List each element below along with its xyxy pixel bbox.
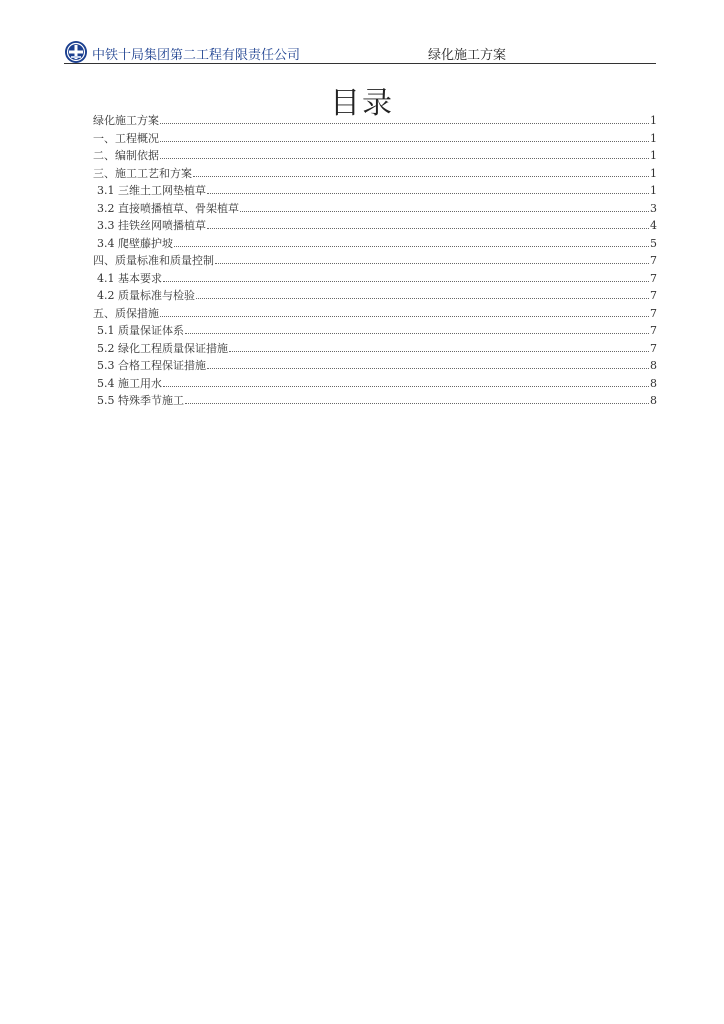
header-divider [64, 63, 656, 64]
toc-dot-leader [240, 211, 649, 212]
toc-title: 目录 [330, 86, 394, 121]
toc-entry-page-number: 8 [650, 359, 657, 372]
toc-entry-label: 四、质量标准和质量控制 [93, 254, 214, 267]
toc-dot-leader [207, 228, 649, 229]
toc-dot-leader [174, 246, 649, 247]
toc-entry-page-number: 4 [650, 219, 657, 232]
toc-entry-label: 3.1 三维土工网垫植草 [97, 184, 206, 197]
toc-dot-leader [185, 333, 649, 334]
toc-entry-label: 5.4 施工用水 [97, 376, 162, 390]
toc-dot-leader [160, 158, 649, 159]
toc-entry[interactable] [93, 200, 657, 218]
toc-entry-label: 3.4 爬壁藤护坡 [97, 236, 173, 250]
toc-entry-page-number: 1 [650, 149, 657, 162]
toc-entry[interactable] [93, 182, 657, 200]
toc-dot-leader [193, 176, 649, 177]
toc-entry[interactable] [93, 392, 657, 410]
document-name: 绿化施工方案 [428, 48, 507, 63]
toc-dot-leader [160, 316, 649, 317]
table-of-contents [93, 112, 657, 410]
toc-entry-page-number: 3 [650, 201, 657, 215]
toc-entry-page-number: 7 [650, 306, 657, 320]
toc-dot-leader [163, 386, 649, 387]
toc-entry-label: 三、施工工艺和方案 [93, 166, 192, 180]
toc-dot-leader [215, 263, 649, 264]
toc-entry-page-number: 1 [650, 114, 657, 127]
toc-entry-label: 一、工程概况 [93, 131, 159, 145]
toc-entry[interactable] [93, 270, 657, 288]
toc-dot-leader [196, 298, 649, 299]
toc-entry-page-number: 8 [650, 394, 657, 407]
toc-entry-label: 4.2 质量标准与检验 [97, 289, 195, 302]
toc-entry-page-number: 7 [650, 289, 657, 302]
toc-entry-label: 3.2 直接喷播植草、骨架植草 [97, 201, 239, 215]
toc-entry[interactable] [93, 305, 657, 323]
toc-entry-label: 5.2 绿化工程质量保证措施 [97, 341, 228, 355]
toc-entry[interactable] [93, 252, 657, 270]
toc-entry-label: 二、编制依据 [93, 149, 159, 162]
company-name: 中铁十局集团第二工程有限责任公司 [92, 48, 301, 63]
company-logo-icon [64, 40, 88, 64]
toc-entry-label: 3.3 挂铁丝网喷播植草 [97, 219, 206, 232]
toc-entry-page-number: 7 [650, 254, 657, 267]
toc-entry-page-number: 1 [650, 166, 657, 180]
toc-entry-page-number: 7 [650, 271, 657, 285]
toc-entry[interactable] [93, 147, 657, 165]
toc-entry[interactable] [93, 130, 657, 148]
toc-entry[interactable] [93, 112, 657, 130]
toc-dot-leader [160, 141, 649, 142]
toc-dot-leader [163, 281, 649, 282]
toc-dot-leader [229, 351, 649, 352]
toc-entry[interactable] [93, 165, 657, 183]
page-header [64, 40, 656, 64]
toc-entry[interactable] [93, 340, 657, 358]
toc-dot-leader [207, 368, 649, 369]
toc-entry[interactable] [93, 235, 657, 253]
toc-entry-label: 5.3 合格工程保证措施 [97, 359, 206, 372]
toc-entry-page-number: 1 [650, 184, 657, 197]
toc-entry-label: 4.1 基本要求 [97, 271, 162, 285]
toc-dot-leader [185, 403, 649, 404]
toc-entry[interactable] [93, 287, 657, 305]
toc-dot-leader [160, 123, 649, 124]
toc-entry-page-number: 8 [650, 376, 657, 390]
toc-dot-leader [207, 193, 649, 194]
toc-entry-page-number: 1 [650, 131, 657, 145]
toc-entry-page-number: 7 [650, 324, 657, 337]
toc-entry-page-number: 5 [650, 236, 657, 250]
toc-entry[interactable] [93, 217, 657, 235]
toc-entry[interactable] [93, 375, 657, 393]
toc-entry-label: 5.5 特殊季节施工 [97, 394, 184, 407]
toc-entry-label: 绿化施工方案 [93, 114, 159, 127]
toc-entry[interactable] [93, 322, 657, 340]
toc-entry-page-number: 7 [650, 341, 657, 355]
toc-entry-label: 五、质保措施 [93, 306, 159, 320]
toc-entry[interactable] [93, 357, 657, 375]
toc-entry-label: 5.1 质量保证体系 [97, 324, 184, 337]
